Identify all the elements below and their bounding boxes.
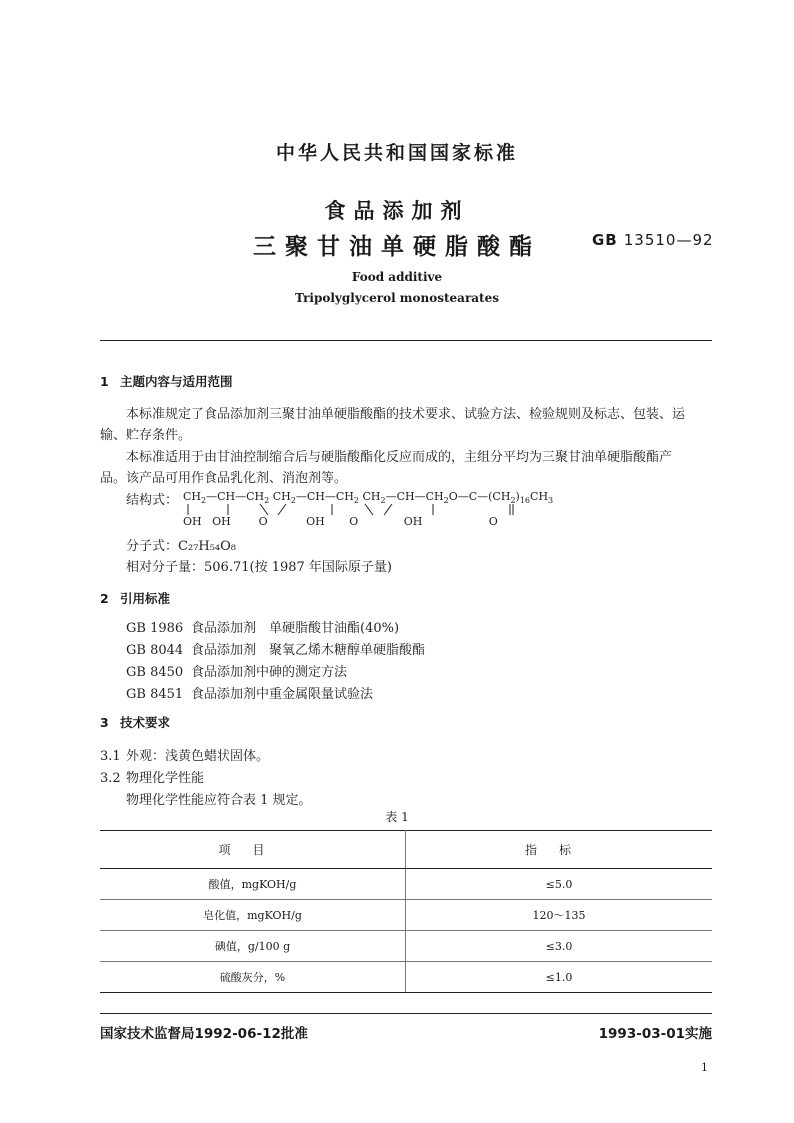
section-1-para2-line1: 本标准适用于由甘油控制缩合后与硬脂酸酯化反应而成的，主组分平均为三聚甘油单硬脂酸酯产: [126, 450, 673, 465]
table-cell-spec: 120～135: [406, 900, 713, 931]
clause-3-1-text: 外观：浅黄色蜡状固体。: [126, 749, 270, 764]
structural-formula: $CH_2—CH—CH_2$ $CH_2—CH—CH_2$ $CH_2—CH—CH_2O—C—(CH_2)_{16}CH_3$: [183, 490, 554, 505]
section-1-para1-line2: 输、贮存条件。: [100, 428, 192, 443]
table-cell-item: 酸值，mgKOH/g: [100, 869, 406, 900]
reference-code: GB 8044: [126, 643, 184, 658]
reference-code: GB 8450: [126, 665, 184, 680]
section-1-title: 主题内容与适用范围: [120, 374, 233, 389]
molecular-formula-label: 分子式：: [126, 539, 179, 554]
clause-3-2-number: 3.2: [100, 771, 121, 786]
table-cell-spec: ≤3.0: [406, 931, 713, 962]
structure-label: 结构式：: [126, 493, 179, 508]
reference-item: [126, 661, 347, 680]
clause-3-1: [100, 745, 269, 764]
section-3-number: 3: [100, 715, 109, 730]
document-title-line1: 食品添加剂: [324, 199, 470, 223]
standard-prefix: GB: [592, 231, 618, 249]
column-header-spec: 指标: [406, 831, 713, 869]
implementation-line: 1993-03-01实施: [598, 1026, 712, 1042]
table-header-row: [100, 831, 712, 869]
table-caption: 表 1: [385, 810, 409, 824]
clause-3-2-note: 物理化学性能应符合表 1 规定。: [126, 793, 312, 808]
section-1-heading: [100, 372, 233, 390]
reference-name: 食品添加剂中砷的测定方法: [191, 665, 348, 680]
reference-code: GB 8451: [126, 687, 184, 702]
table-cell-item: 皂化值，mgKOH/g: [100, 900, 406, 931]
formula-substituents: OH OH O OH O OH O: [183, 515, 498, 528]
page-number: 1: [701, 1061, 708, 1074]
english-title-line2: Tripolyglycerol monostearates: [295, 291, 499, 305]
reference-code: GB 1986: [126, 621, 184, 636]
table-row: [100, 931, 712, 962]
clause-3-2-text: 物理化学性能: [126, 771, 205, 786]
section-1-para2-line2: 品。该产品可用作食品乳化剂、消泡剂等。: [100, 471, 348, 486]
english-title-line1: Food additive: [351, 270, 443, 284]
document-title-line2: 三聚甘油单硬脂酸酯: [253, 234, 541, 260]
section-1-number: 1: [100, 374, 109, 389]
section-2-heading: [100, 589, 170, 607]
header-divider: [100, 340, 712, 341]
reference-item: [126, 683, 373, 702]
table-row: [100, 962, 712, 993]
issuing-body: 中华人民共和国国家标准: [275, 142, 518, 164]
footer-divider: [100, 1013, 712, 1014]
section-1-para1-line1: 本标准规定了食品添加剂三聚甘油单硬脂酸酯的技术要求、试验方法、检验规则及标志、包装、运: [126, 407, 686, 422]
molecular-formula: [126, 535, 236, 554]
approval-line: 国家技术监督局1992-06-12批准: [100, 1026, 308, 1042]
section-3-title: 技术要求: [120, 715, 171, 730]
standard-number: 13510—92: [623, 231, 714, 249]
molecular-weight-label: 相对分子量：: [126, 560, 205, 575]
column-header-item: 项目: [100, 831, 406, 869]
molecular-formula-value: C₂₇H₅₄O₈: [178, 539, 237, 554]
section-3-heading: [100, 713, 170, 731]
standard-code: [592, 231, 714, 249]
table-row: [100, 900, 712, 931]
molecular-weight-value: 506.71(按 1987 年国际原子量): [204, 560, 392, 575]
molecular-weight: [126, 556, 392, 575]
reference-item: [126, 639, 425, 658]
reference-name: 食品添加剂 单硬脂酸甘油酯(40%): [191, 621, 400, 636]
table-row: [100, 869, 712, 900]
table-1: [100, 830, 712, 993]
reference-name: 食品添加剂 聚氧乙烯木糖醇单硬脂酸酯: [191, 643, 426, 658]
reference-name: 食品添加剂中重金属限量试验法: [191, 687, 374, 702]
section-2-number: 2: [100, 591, 109, 606]
clause-3-2: [100, 767, 204, 786]
table-cell-item: 硫酸灰分，%: [100, 962, 406, 993]
clause-3-1-number: 3.1: [100, 749, 121, 764]
section-2-title: 引用标准: [120, 591, 171, 606]
table-cell-spec: ≤5.0: [406, 869, 713, 900]
table-cell-spec: ≤1.0: [406, 962, 713, 993]
reference-item: [126, 617, 399, 636]
table-cell-item: 碘值，g/100 g: [100, 931, 406, 962]
